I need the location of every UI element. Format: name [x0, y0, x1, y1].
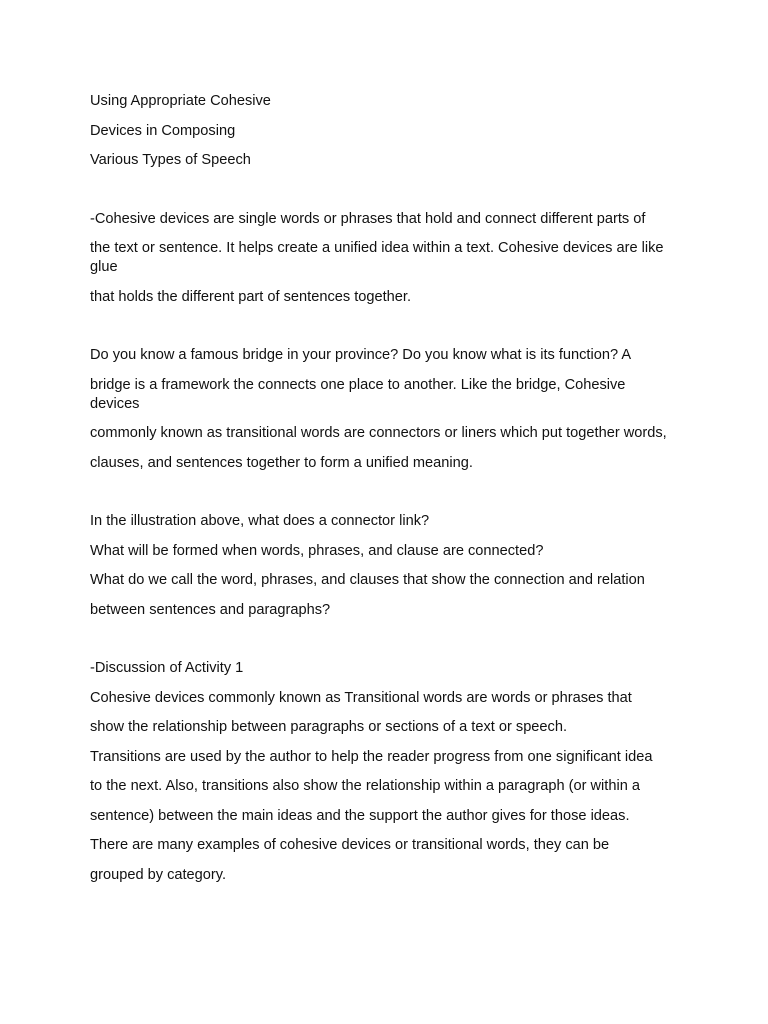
paragraph-line: commonly known as transitional words are connectors or liners which put together words, — [90, 425, 667, 441]
paragraph-line: show the relationship between paragraphs or sections of a text or speech. — [90, 719, 568, 735]
questions-paragraph — [90, 512, 678, 620]
paragraph-line: grouped by category. — [90, 866, 227, 883]
paragraph-gap — [90, 317, 678, 346]
paragraph-line: clauses, and sentences together to form a unified meaning. — [90, 454, 473, 471]
paragraph-line: to the next. Also, transitions also show the relationship within a paragraph (or within a — [90, 778, 641, 794]
paragraph-line: -Cohesive devices are single words or phrases that hold and connect different parts of — [90, 210, 646, 227]
paragraph-line: bridge is a framework the connects one place to another. Like the bridge, Cohesive devices — [90, 376, 626, 412]
question-line: In the illustration above, what does a connector link? — [90, 513, 430, 529]
title-line: Using Appropriate Cohesive — [90, 93, 271, 109]
title-block — [90, 92, 678, 170]
paragraph-line: There are many examples of cohesive devices or transitional words, they can be — [90, 837, 610, 853]
question-line: What will be formed when words, phrases, and clause are connected? — [90, 542, 544, 559]
discussion-paragraph — [90, 659, 678, 885]
paragraph-line: Do you know a famous bridge in your province? Do you know what is its function? A — [90, 347, 632, 363]
paragraph-gap — [90, 630, 678, 659]
question-line: What do we call the word, phrases, and clauses that show the connection and relation — [90, 572, 645, 588]
paragraph-gap — [90, 483, 678, 512]
paragraph-line: sentence) between the main ideas and the support the author gives for those ideas. — [90, 807, 630, 824]
paragraph-line: that holds the different part of sentences together. — [90, 288, 412, 305]
document-content — [90, 92, 678, 895]
paragraph-gap — [90, 181, 678, 210]
bridge-paragraph — [90, 346, 678, 473]
definition-paragraph — [90, 210, 678, 307]
question-line: between sentences and paragraphs? — [90, 601, 331, 618]
title-line: Devices in Composing — [90, 122, 236, 139]
paragraph-line: Cohesive devices commonly known as Transitional words are words or phrases that — [90, 689, 632, 706]
title-line: Various Types of Speech — [90, 152, 251, 168]
paragraph-line: the text or sentence. It helps create a unified idea within a text. Cohesive devices are like glue — [90, 240, 664, 275]
paragraph-line: Transitions are used by the author to help the reader progress from one significant idea — [90, 748, 653, 765]
discussion-heading: -Discussion of Activity 1 — [90, 660, 244, 676]
